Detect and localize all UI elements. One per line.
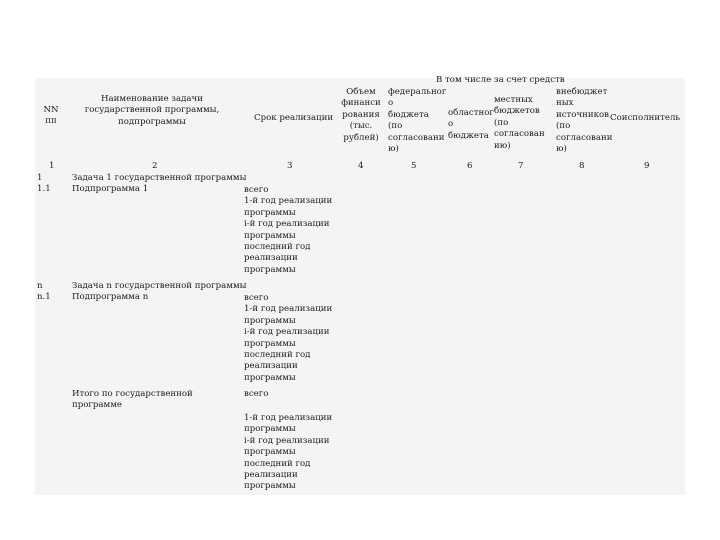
- row-period-list: 1-й год реализации программы i-й год реализации программы последний год реализации программы: [244, 413, 333, 492]
- column-number: 5: [411, 161, 417, 171]
- row-number: 1.1: [37, 184, 51, 194]
- row-subprogram-name: Подпрограмма 1: [72, 184, 149, 194]
- row-number: n: [37, 281, 43, 291]
- column-number: 9: [644, 161, 650, 171]
- header-regional: областног о бюджета: [448, 108, 494, 141]
- header-volume: Объем финанси рования (тыс. рублей): [341, 87, 381, 143]
- header-period: Срок реализации: [254, 113, 334, 123]
- row-number: 1: [37, 173, 43, 183]
- column-number: 3: [287, 161, 293, 171]
- header-local: местных бюджетов (по согласован ию): [494, 95, 545, 151]
- column-number: 4: [358, 161, 364, 171]
- row-period-list: всего 1-й год реализации программы i-й год реализации программы последний год реализации программы: [244, 293, 333, 383]
- header-extrabudget: внебюджет ных источников (по согласовани ю): [556, 87, 613, 155]
- header-task-name: Наименование задачи государственной программы, подпрограммы: [84, 94, 220, 127]
- header-executor: Соисполнитель: [610, 113, 681, 123]
- column-number: 7: [518, 161, 524, 171]
- row-subprogram-name: Подпрограмма n: [72, 292, 149, 302]
- row-total-all: всего: [244, 389, 269, 399]
- header-including: В том числе за счет средств: [436, 75, 565, 85]
- column-number: 2: [152, 161, 158, 171]
- row-number: n.1: [37, 292, 51, 302]
- row-task-name: Задача 1 государственной программы: [72, 173, 247, 183]
- column-number: 6: [467, 161, 473, 171]
- row-total-name: Итого по государственной программе: [72, 389, 193, 411]
- column-number: 8: [579, 161, 585, 171]
- header-federal: федеральног о бюджета (по согласовани ю): [388, 87, 447, 155]
- header-nn: NN пп: [43, 105, 59, 127]
- row-task-name: Задача n государственной программы: [72, 281, 247, 291]
- row-period-list: всего 1-й год реализации программы i-й год реализации программы последний год реализации программы: [244, 185, 333, 275]
- column-number: 1: [49, 161, 55, 171]
